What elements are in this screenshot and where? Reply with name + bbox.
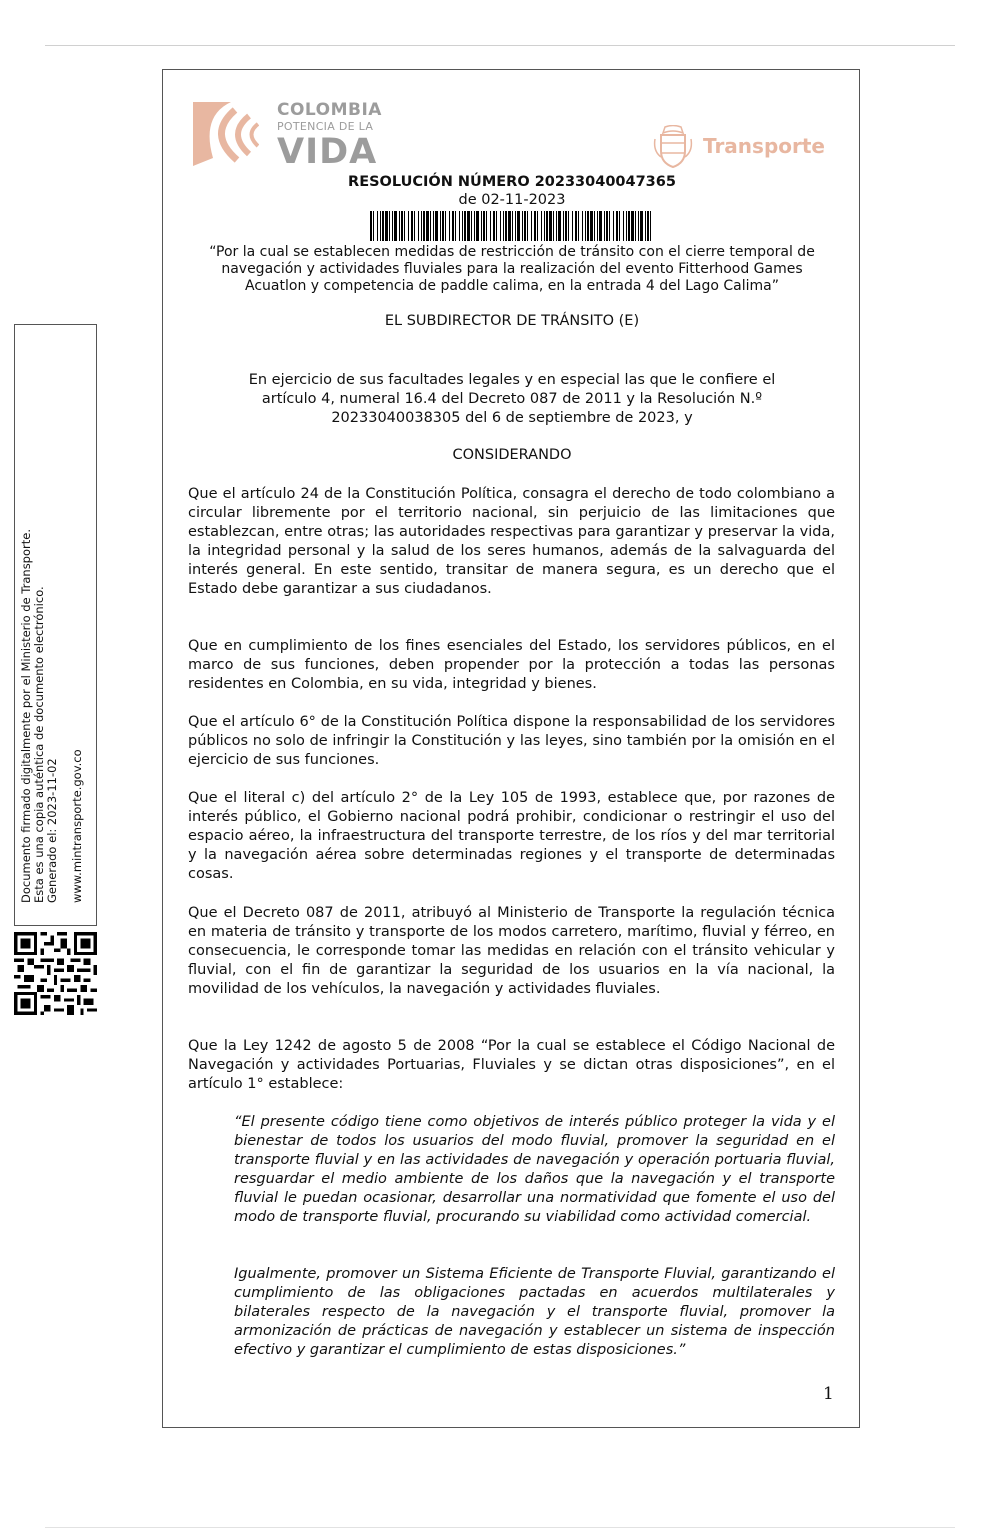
subject-line: “Por la cual se establecen medidas de restricción de tránsito con el cierre temporal de — [209, 244, 815, 260]
resolution-number: RESOLUCIÓN NÚMERO 20233040047365 — [348, 174, 676, 190]
subject-line: navegación y actividades fluviales para la realización del evento Fitterhood Games — [221, 261, 803, 277]
paragraph-6: Que la Ley 1242 de agosto 5 de 2008 “Por la cual se establece el Código Nacional de Navegación y actividades Portuarias, Fluviales y se dictan otras disposiciones”, en el artículo 1° establece: — [188, 1038, 835, 1092]
logo-line-2: POTENCIA DE LA — [277, 120, 374, 133]
logo-line-3: VIDA — [277, 132, 378, 172]
paragraph-4: Que el literal c) del artículo 2° de la Ley 105 de 1993, establece que, por razones de interés público, el Gobierno nacional podrá prohibir, condicionar o restringir el uso del espacio aéreo, la infraestructura del transporte terrestre, de los ríos y del mar territorial y la navegación aérea sobre determinadas regiones y el transporte de determinadas cosas. — [188, 790, 835, 882]
faculties-line: artículo 4, numeral 16.4 del Decreto 087 de 2011 y la Resolución N.º — [261, 391, 763, 407]
coat-of-arms-icon — [653, 125, 693, 169]
stamp-line-2: Esta es una copia auténtica de documento electrónico. — [32, 586, 46, 903]
considerando-heading: CONSIDERANDO — [452, 447, 572, 463]
resolution-date: de 02-11-2023 — [458, 192, 566, 208]
faculties-line: En ejercicio de sus facultades legales y en especial las que le confiere el — [248, 372, 776, 388]
logo-wordmark — [277, 100, 382, 170]
stamp-line-1: Documento firmado digitalmente por el Ministerio de Transporte. — [19, 529, 33, 903]
resolution-subject — [183, 244, 841, 295]
subject-line: Acuatlon y competencia de paddle calima, en la entrada 4 del Lago Calima” — [245, 278, 779, 294]
quote-1: “El presente código tiene como objetivos de interés público proteger la vida y el bienestar de todos los usuarios del modo fluvial, promover la seguridad en el transporte fluvial y en las actividades de navegación y operación portuaria fluvial, resguardar el medio ambiente de los daños que la navegación y el transporte fluvial le puedan ocasionar, desarrollar una normatividad que fomente el uso del modo de transporte fluvial, procurando su viabilidad como actividad comercial. — [234, 1114, 835, 1225]
paragraph-5: Que el Decreto 087 de 2011, atribuyó al Ministerio de Transporte la regulación técnica en materia de tránsito y transporte de los modos carretero, marítimo, fluvial y férreo, en consecuencia, le corresponde tomar las medidas en relación con el tránsito vehicular y fluvial, con el fin de garantizar la seguridad de los usuarios en la vía nacional, la movilidad de los vehículos, la navegación y actividades fluviales. — [188, 905, 835, 997]
stamp-url[interactable]: www.mintransporte.gov.co — [70, 749, 84, 903]
paragraph-3: Que el artículo 6° de la Constitución Política dispone la responsabilidad de los servidores públicos no solo de infringir la Constitución y las leyes, sino también por la omisión en el ejercicio de sus funciones. — [188, 714, 835, 768]
issuing-authority: EL SUBDIRECTOR DE TRÁNSITO (E) — [384, 313, 640, 329]
logo-line-1: COLOMBIA — [277, 100, 382, 120]
quote-2: Igualmente, promover un Sistema Eficiente de Transporte Fluvial, garantizando el cumplimiento de las obligaciones pactadas en acuerdos multilaterales y bilaterales respecto de la navegación y el transporte fluvial, promover la armonización de prácticas de navegación y establecer un sistema de inspección efectivo y garantizar el cumplimiento de estas disposiciones.” — [234, 1266, 835, 1358]
document-page — [162, 69, 860, 1428]
page-number: 1 — [823, 1384, 834, 1404]
colombia-vida-logo — [193, 100, 393, 170]
colombia-vida-logo-icon — [193, 102, 259, 166]
qr-code-icon — [14, 932, 97, 1015]
barcode-icon — [370, 211, 654, 241]
paragraph-2: Que en cumplimiento de los fines esenciales del Estado, los servidores públicos, en el marco de sus funciones, deben propender por la protección a todas las personas residentes en Colombia, en su vida, integridad y bienes. — [188, 638, 835, 692]
stamp-line-3: Generado el: 2023-11-02 — [45, 758, 59, 903]
digital-signature-stamp — [14, 324, 97, 926]
top-rule — [45, 45, 955, 46]
transporte-wordmark: Transporte — [703, 134, 825, 158]
faculties-line: 20233040038305 del 6 de septiembre de 2023, y — [331, 410, 693, 426]
paragraph-1: Que el artículo 24 de la Constitución Política, consagra el derecho de todo colombiano a circular libremente por el territorio nacional, sin perjuicio de las limitaciones que establezcan, entre otras; las autoridades respectivas para garantizar y preservar la vida, la integridad personal y la salud de los seres humanos, además de la salvaguarda del interés general. En este sentido, transitar de manera segura, es un derecho que el Estado debe garantizar a sus ciudadanos. — [188, 486, 835, 597]
bottom-rule — [45, 1527, 955, 1528]
transporte-logo — [653, 125, 823, 169]
legal-faculties — [193, 371, 831, 428]
